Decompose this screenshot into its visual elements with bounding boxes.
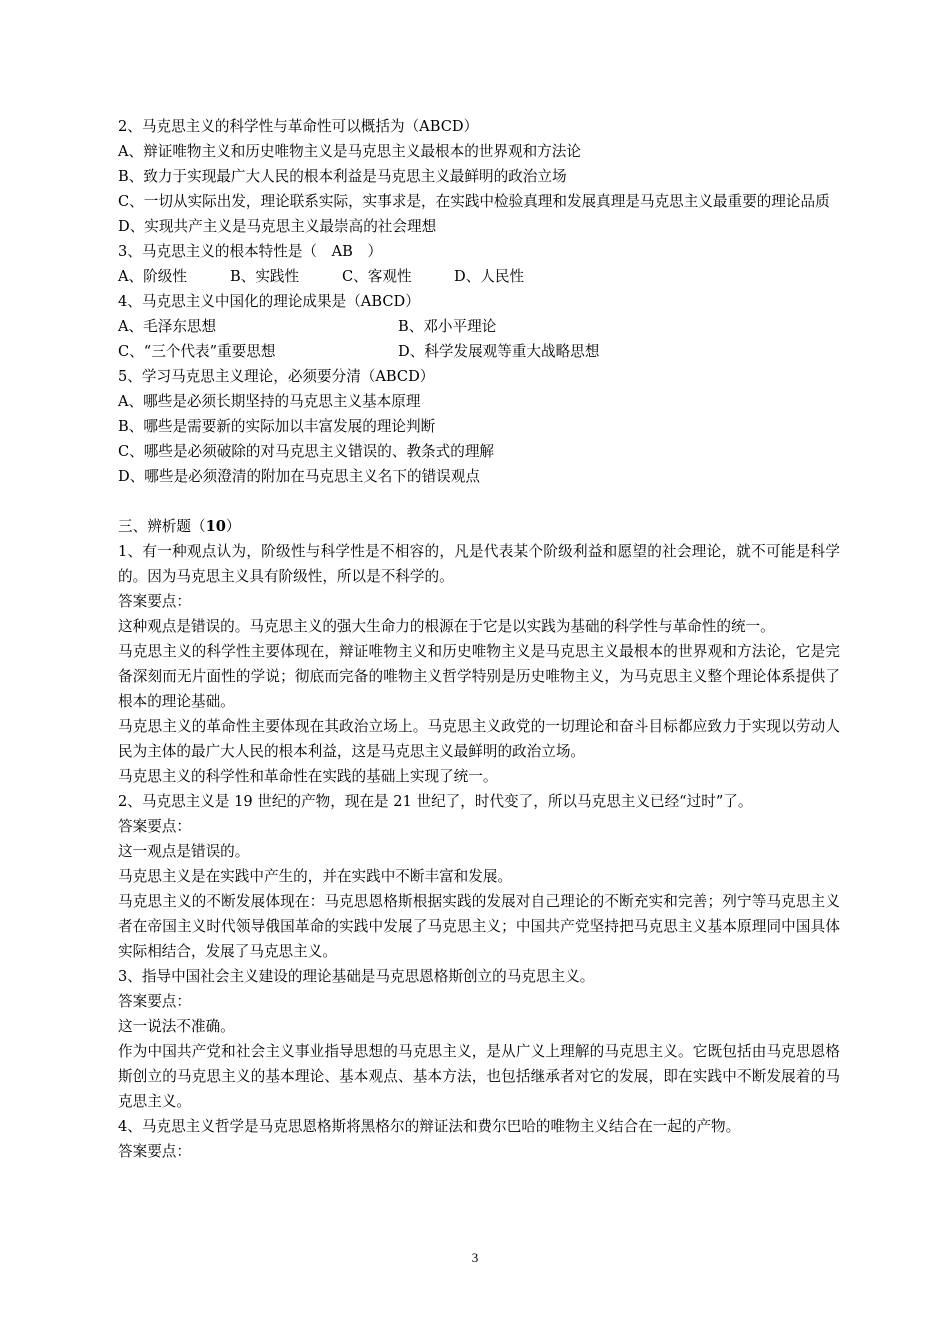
b4-answer-label: 答案要点： [118, 1143, 191, 1160]
q3-stem: 3、马克思主义的根本特性是（ AB ） [118, 243, 383, 260]
q5-stem: 5、学习马克思主义理论，必须要分清（ABCD） [118, 368, 435, 385]
section-title-close: ） [225, 518, 241, 535]
q4-options-row2 [118, 339, 840, 364]
q4-stem: 4、马克思主义中国化的理论成果是（ABCD） [118, 293, 420, 310]
b1-answer-label: 答案要点： [118, 593, 191, 610]
q3-option-c: C、客观性 [342, 268, 412, 285]
q5-option-a: A、哪些是必须长期坚持的马克思主义基本原理 [118, 393, 421, 410]
q3-option-d: D、人民性 [454, 268, 525, 285]
b1-paragraph-2: 马克思主义的科学性主要体现在，辩证唯物主义和历史唯物主义是马克思主义最根本的世界观和方法论，它是完备深刻而无片面性的学说；彻底而完备的唯物主义哲学特别是历史唯物主义，为马克思主义整个理论体系提供了根本的理论基础。 [118, 643, 840, 710]
q3-option-b: B、实践性 [230, 268, 300, 285]
q4-option-c: C、“三个代表”重要思想 [118, 343, 276, 360]
b1-paragraph-4: 马克思主义的科学性和革命性在实践的基础上实现了统一。 [118, 768, 498, 785]
b3-paragraph-2: 作为中国共产党和社会主义事业指导思想的马克思主义，是从广义上理解的马克思主义。它既包括由马克思恩格斯创立的马克思主义的基本理论、基本观点、基本方法，也包括继承者对它的发展，即在实践中不断发展着的马克思主义。 [118, 1043, 840, 1110]
b2-stem: 2、马克思主义是 19 世纪的产物，现在是 21 世纪了，时代变了，所以马克思主义已经“过时”了。 [118, 793, 753, 810]
q3-option-a: A、阶级性 [118, 268, 187, 285]
section-score: 10 [205, 518, 226, 535]
q5-option-c: C、哪些是必须破除的对马克思主义错误的、教条式的理解 [118, 443, 495, 460]
b1-paragraph-3: 马克思主义的革命性主要体现在其政治立场上。马克思主义政党的一切理论和奋斗目标都应致力于实现以劳动人民为主体的最广大人民的根本利益，这是马克思主义最鲜明的政治立场。 [118, 718, 840, 760]
b2-answer-label: 答案要点： [118, 818, 191, 835]
blank-line [118, 489, 840, 514]
q2-option-a: A、辩证唯物主义和历史唯物主义是马克思主义最根本的世界观和方法论 [118, 143, 581, 160]
q5-option-d: D、哪些是必须澄清的附加在马克思主义名下的错误观点 [118, 468, 480, 485]
section-heading [118, 514, 840, 539]
b2-paragraph-1: 这一观点是错误的。 [118, 843, 250, 860]
q4-option-a: A、毛泽东思想 [118, 318, 217, 335]
document-body [118, 114, 840, 1164]
q2-stem: 2、马克思主义的科学性与革命性可以概括为（ABCD） [118, 118, 479, 135]
b1-paragraph-1: 这种观点是错误的。马克思主义的强大生命力的根源在于它是以实践为基础的科学性与革命性的统一。 [118, 618, 775, 635]
q2-option-c: C、一切从实际出发，理论联系实际，实事求是，在实践中检验真理和发展真理是马克思主义最重要的理论品质 [118, 193, 830, 210]
q4-option-d: D、科学发展观等重大战略思想 [398, 343, 600, 360]
q4-option-b: B、邓小平理论 [398, 318, 497, 335]
q4-options-row1 [118, 314, 840, 339]
b3-answer-label: 答案要点： [118, 993, 191, 1010]
q2-option-d: D、实现共产主义是马克思主义最崇高的社会理想 [118, 218, 437, 235]
q3-options [118, 264, 840, 289]
b4-stem: 4、马克思主义哲学是马克思恩格斯将黑格尔的辩证法和费尔巴哈的唯物主义结合在一起的产物。 [118, 1118, 741, 1135]
section-title: 三、辨析题（ [118, 518, 206, 535]
q2-option-b: B、致力于实现最广大人民的根本利益是马克思主义最鲜明的政治立场 [118, 168, 567, 185]
b3-paragraph-1: 这一说法不准确。 [118, 1018, 235, 1035]
b2-paragraph-3: 马克思主义的不断发展体现在：马克思恩格斯根据实践的发展对自己理论的不断充实和完善；列宁等马克思主义者在帝国主义时代领导俄国革命的实践中发展了马克思主义；中国共产党坚持把马克思主义基本原理同中国具体实际相结合，发展了马克思主义。 [118, 893, 840, 960]
b1-stem: 1、有一种观点认为，阶级性与科学性是不相容的，凡是代表某个阶级利益和愿望的社会理论，就不可能是科学的。因为马克思主义具有阶级性，所以是不科学的。 [118, 543, 840, 585]
b2-paragraph-2: 马克思主义是在实践中产生的，并在实践中不断丰富和发展。 [118, 868, 513, 885]
page-number: 3 [471, 1250, 479, 1265]
q5-option-b: B、哪些是需要新的实际加以丰富发展的理论判断 [118, 418, 436, 435]
b3-stem: 3、指导中国社会主义建设的理论基础是马克思恩格斯创立的马克思主义。 [118, 968, 595, 985]
